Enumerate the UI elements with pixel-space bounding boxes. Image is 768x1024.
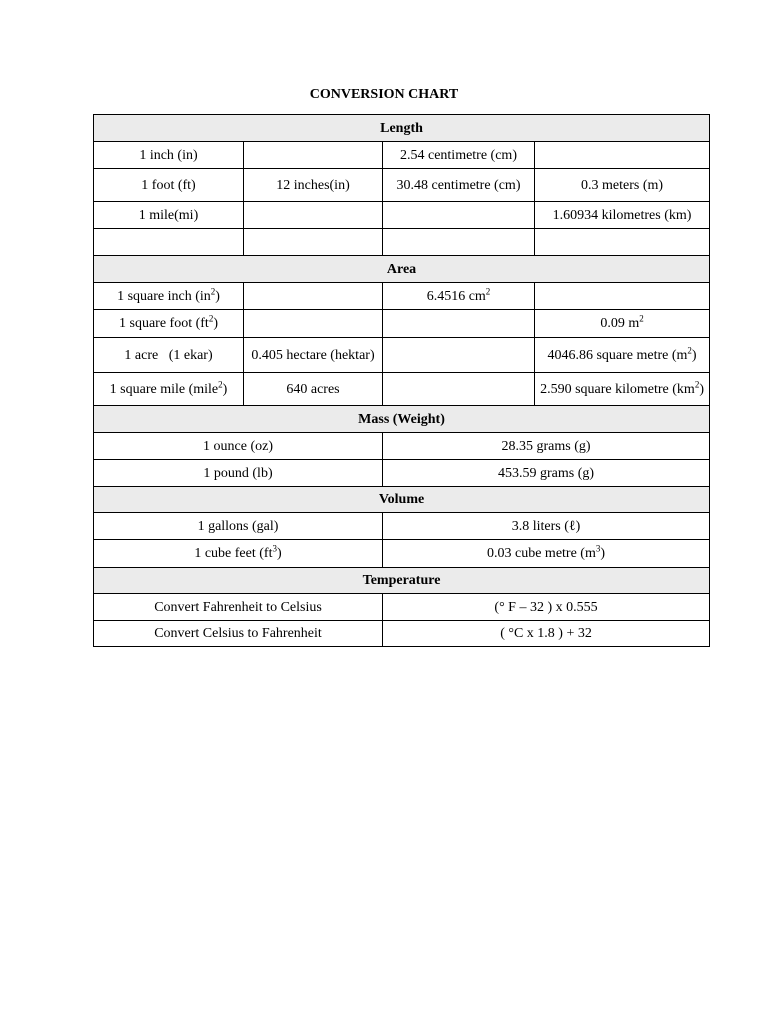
table-cell <box>244 283 383 310</box>
superscript: 2 <box>485 285 491 296</box>
cell-text: 1 square mile (mile <box>109 381 219 397</box>
cell-text: ) <box>276 546 282 561</box>
cell-text: ) <box>691 347 697 363</box>
table-cell: Convert Fahrenheit to Celsius <box>94 594 383 621</box>
superscript: 3 <box>272 543 277 554</box>
table-cell <box>244 142 383 169</box>
table-cell: 0.3 meters (m) <box>535 169 710 202</box>
table-row <box>94 460 710 487</box>
table-row <box>94 229 710 256</box>
superscript: 2 <box>218 378 223 389</box>
section-header-mass <box>94 406 710 433</box>
section-title: Volume <box>94 487 710 513</box>
table-cell: Convert Celsius to Fahrenheit <box>94 621 383 647</box>
page-title: CONVERSION CHART <box>309 87 459 102</box>
table-cell <box>244 310 383 338</box>
cell-text: 4046.86 square metre (m <box>547 347 688 363</box>
cell-text: ) <box>215 288 220 304</box>
table-cell: ( °C x 1.8 ) + 32 <box>383 621 710 647</box>
table-cell: 30.48 centimetre (cm) <box>383 169 535 202</box>
superscript: 2 <box>210 285 216 296</box>
table-cell: 12 inches(in) <box>244 169 383 202</box>
section-header-temperature <box>94 568 710 594</box>
superscript: 2 <box>694 378 700 389</box>
table-row <box>94 283 710 310</box>
table-cell <box>535 373 710 406</box>
superscript: 3 <box>595 543 601 554</box>
section-title: Length <box>94 115 710 142</box>
cell-text: ) <box>699 381 704 397</box>
table-cell: 1.60934 kilometres (km) <box>535 202 710 229</box>
table-cell <box>383 373 535 406</box>
table-cell <box>535 142 710 169</box>
cell-text: 1 square foot (ft <box>119 316 209 331</box>
table-cell <box>244 202 383 229</box>
table-cell: 453.59 grams (g) <box>383 460 710 487</box>
table-cell <box>383 310 535 338</box>
table-cell <box>535 310 710 338</box>
table-cell <box>94 373 244 406</box>
table-row <box>94 373 710 406</box>
table-cell: 3.8 liters (ℓ) <box>383 513 710 540</box>
cell-text: ) <box>213 316 218 331</box>
table-row <box>94 594 710 621</box>
table-row <box>94 310 710 338</box>
cell-text: ) <box>222 381 228 397</box>
table-row <box>94 540 710 568</box>
table-cell <box>383 283 535 310</box>
table-cell <box>383 540 710 568</box>
cell-text: 1 cube feet (ft <box>194 546 273 561</box>
table-cell <box>383 202 535 229</box>
table-cell: 1 foot (ft) <box>94 169 244 202</box>
section-title: Mass (Weight) <box>94 406 710 433</box>
cell-text: 2.590 square kilometre (km <box>540 381 695 397</box>
cell-text: 0.03 cube metre (m <box>487 546 596 561</box>
table-row <box>94 513 710 540</box>
table-cell: 1 gallons (gal) <box>94 513 383 540</box>
table-row <box>94 433 710 460</box>
table-cell: (° F – 32 ) x 0.555 <box>383 594 710 621</box>
table-cell <box>94 283 244 310</box>
section-title: Temperature <box>94 568 710 594</box>
section-header-length <box>94 115 710 142</box>
table-row <box>94 169 710 202</box>
table-cell: 1 ounce (oz) <box>94 433 383 460</box>
table-row <box>94 142 710 169</box>
table-cell: 0.405 hectare (hektar) <box>244 338 383 373</box>
superscript: 2 <box>208 313 214 324</box>
cell-text: ) <box>600 546 606 561</box>
superscript: 2 <box>639 313 644 324</box>
section-header-area <box>94 256 710 283</box>
section-title: Area <box>94 256 710 283</box>
table-cell <box>94 310 244 338</box>
table-cell <box>244 229 383 256</box>
table-row <box>94 202 710 229</box>
table-cell: 1 acre (1 ekar) <box>94 338 244 373</box>
section-header-volume <box>94 487 710 513</box>
cell-text: 0.09 m <box>600 316 640 331</box>
conversion-table <box>93 114 710 647</box>
table-row <box>94 338 710 373</box>
table-cell <box>535 283 710 310</box>
table-cell <box>535 229 710 256</box>
table-row <box>94 621 710 647</box>
table-cell: 1 mile(mi) <box>94 202 244 229</box>
cell-text: 1 square inch (in <box>117 288 211 304</box>
table-cell <box>383 229 535 256</box>
table-cell <box>94 229 244 256</box>
table-cell <box>535 338 710 373</box>
table-cell <box>94 540 383 568</box>
superscript: 2 <box>687 344 692 355</box>
table-cell: 1 inch (in) <box>94 142 244 169</box>
cell-text: 6.4516 cm <box>426 288 486 304</box>
table-cell: 640 acres <box>244 373 383 406</box>
table-cell: 28.35 grams (g) <box>383 433 710 460</box>
table-cell: 2.54 centimetre (cm) <box>383 142 535 169</box>
table-cell <box>383 338 535 373</box>
table-cell: 1 pound (lb) <box>94 460 383 487</box>
